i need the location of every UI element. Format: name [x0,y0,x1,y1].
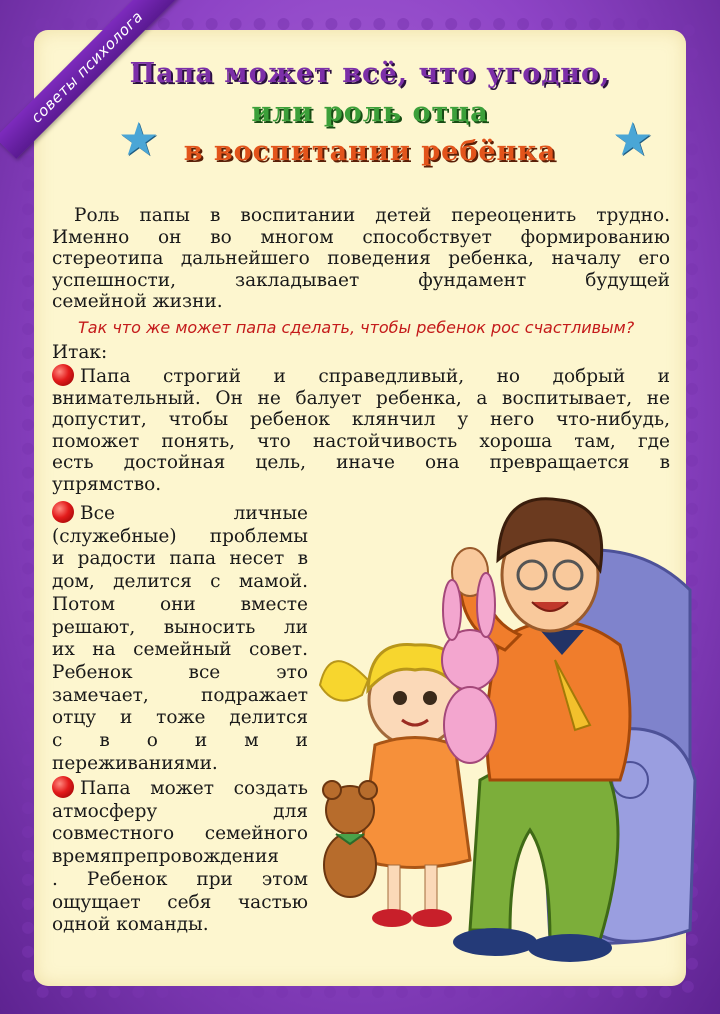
corner-ribbon: советы психолога [0,0,179,159]
father-shoe [528,934,612,962]
red-ball-bullet-icon [52,776,74,798]
point-2-line: дом, делится с мамой. [52,571,308,593]
point-3-line: одной команды. [52,914,209,936]
star-icon-left: ★ [118,112,160,166]
point-1-line: упрямство. [52,473,162,495]
point-1-line: поможет понять, что настойчивость хороша там, где [52,430,670,452]
point-2 [52,501,308,775]
point-3-line: времяпрепровождения [52,846,279,868]
title-line-2: или роль отца [251,97,489,128]
point-1-line: есть достойная цель, иначе она превращается в [52,452,670,473]
point-3-line: атмосферу для [52,800,308,822]
point-2-line: с в о и м и [52,730,308,752]
intro-line: Именно он во многом способствует формированию [52,226,670,248]
point-2-line: переживаниями. [52,752,218,774]
point-2-line: замечает, подражает [52,684,308,706]
title-line-3: в воспитании ребёнка [183,136,557,167]
point-3 [52,776,308,937]
itak-label: Итак: [52,342,108,363]
red-ball-bullet-icon [52,364,74,386]
point-2-line: (служебные) проблемы [52,525,308,547]
intro-paragraph [52,205,670,313]
father-trousers [470,760,618,940]
point-2-line: Ребенок все это [52,661,308,683]
point-2-line: их на семейный совет. [52,639,308,661]
point-2-line: отцу и тоже делится [52,707,308,729]
intro-line: семейной жизни. [52,291,223,312]
point-2-line: Потом они вместе [52,593,308,615]
point-1-line: внимательный. Он не балует ребенка, а воспитывает, не [52,387,670,409]
point-1-line: допустит, чтобы ребенок клянчил у него что-нибудь, [52,409,670,430]
intro-line: успешности, закладывает фундамент будущей [52,269,670,291]
intro-line: стереотипа дальнейшего поведения ребенка, началу его [52,248,670,269]
star-icon-right: ★ [612,112,654,166]
point-3-line: совместного семейного [52,823,308,845]
point-1-line-first: Папа строгий и справедливый, но добрый и [52,364,670,388]
point-2-line: и радости папа несет в [52,548,308,570]
point-2-line-first: Все личные [52,501,308,526]
intro-line: Роль папы в воспитании детей переоценить трудно. [74,205,670,226]
father-daughter-illustration [300,480,700,980]
point-1 [52,364,670,495]
red-ball-bullet-icon [52,501,74,523]
point-3-line-first: Папа может создать [52,776,308,801]
point-3-line: ощущает себя частью [52,891,308,913]
question-heading: Так что же может папа сделать, чтобы ребенок рос счастливым? [78,318,635,337]
father-shoe [453,928,537,956]
point-2-line: решают, выносить ли [52,616,308,638]
title-line-1: Папа может всё, что угодно, [129,58,611,89]
point-3-line: . Ребенок при этом [52,868,308,890]
